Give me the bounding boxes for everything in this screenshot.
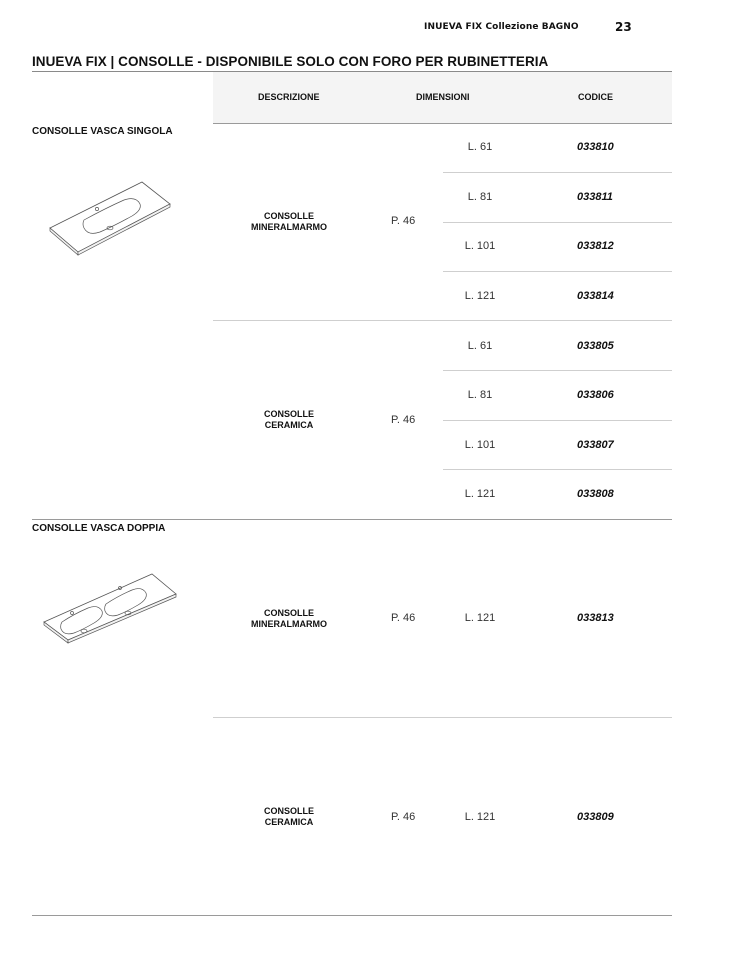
desc-line: CONSOLLE (263, 608, 314, 618)
page-title: INUEVA FIX | CONSOLLE - DISPONIBILE SOLO CON FORO PER RUBINETTERIA (32, 54, 549, 69)
row-divider (443, 172, 672, 173)
length-value: L. 81 (467, 191, 493, 203)
length-value: L. 81 (467, 389, 493, 401)
depth-value: P. 46 (391, 811, 416, 823)
depth-value: P. 46 (391, 414, 416, 426)
desc-line: CERAMICA (264, 817, 314, 827)
desc-line: CONSOLLE (263, 211, 314, 221)
length-value: L. 101 (464, 240, 496, 252)
section-title-doppia: CONSOLLE VASCA DOPPIA (32, 523, 166, 534)
length-value: L. 121 (464, 612, 496, 624)
product-code: 033805 (577, 340, 614, 352)
row-divider (443, 271, 672, 272)
desc-line: MINERALMARMO (251, 222, 327, 232)
single-basin-console-illustration (48, 178, 174, 258)
depth-value: P. 46 (391, 612, 416, 624)
length-value: L. 121 (464, 290, 496, 302)
length-value: L. 121 (464, 488, 496, 500)
product-code: 033812 (577, 240, 614, 252)
desc-line: CERAMICA (264, 420, 314, 430)
desc-line: CONSOLLE (263, 806, 314, 816)
row-divider (443, 420, 672, 421)
product-code: 033807 (577, 439, 614, 451)
desc-line: MINERALMARMO (251, 619, 327, 629)
product-code: 033814 (577, 290, 614, 302)
length-value: L. 61 (467, 340, 493, 352)
product-code: 033808 (577, 488, 614, 500)
group-divider (213, 717, 672, 718)
product-code: 033809 (577, 811, 614, 823)
column-dimensioni: DIMENSIONI (416, 92, 470, 102)
length-value: L. 61 (467, 141, 493, 153)
group-description (213, 806, 365, 828)
section-title-singola: CONSOLLE VASCA SINGOLA (32, 126, 173, 137)
row-divider (443, 370, 672, 371)
product-code: 033813 (577, 612, 614, 624)
table-bottom-rule (32, 915, 672, 916)
group-description (213, 211, 365, 233)
row-divider (443, 222, 672, 223)
group-divider (213, 320, 672, 321)
page-number: 23 (615, 20, 632, 34)
row-divider (443, 469, 672, 470)
length-value: L. 121 (464, 811, 496, 823)
product-code: 033811 (577, 191, 613, 203)
desc-line: CONSOLLE (263, 409, 314, 419)
column-codice: CODICE (578, 92, 614, 102)
column-descrizione: DESCRIZIONE (258, 92, 320, 102)
product-code: 033810 (577, 141, 614, 153)
section-divider (32, 519, 672, 520)
length-value: L. 101 (464, 439, 496, 451)
group-description (213, 409, 365, 431)
header-brand: INUEVA FIX Collezione BAGNO (424, 22, 579, 32)
depth-value: P. 46 (391, 215, 416, 227)
double-basin-console-illustration (42, 570, 180, 646)
product-code: 033806 (577, 389, 614, 401)
group-description (213, 608, 365, 630)
